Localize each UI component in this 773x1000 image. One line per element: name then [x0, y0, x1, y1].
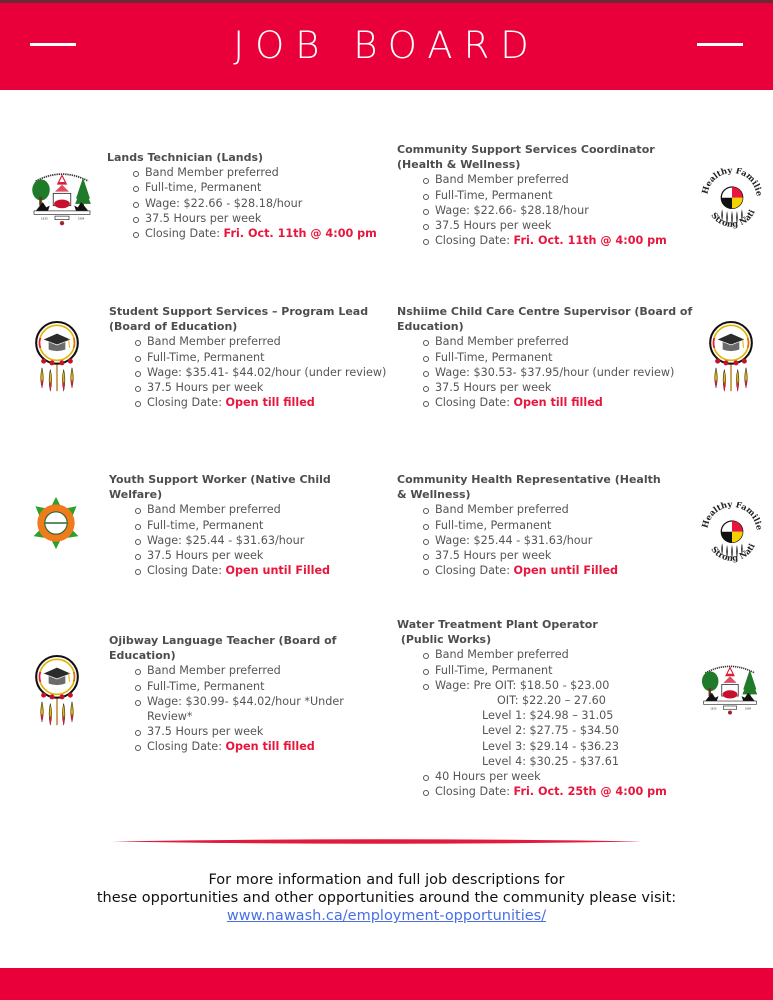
- job-detail: Wage: $25.44 - $31.63/hour: [421, 533, 667, 548]
- closing-date: Closing Date: Open till filled: [133, 739, 379, 754]
- job-listing-student-support-program-lead: [109, 304, 394, 410]
- job-detail: Full-Time, Permanent: [421, 663, 687, 678]
- job-detail: Full-Time, Permanent: [133, 679, 379, 694]
- footer-line-2: these opportunities and other opportunities around the community please visit:: [96, 890, 677, 906]
- footer-banner: [0, 968, 773, 1000]
- closing-date: Closing Date: Open till filled: [133, 395, 394, 410]
- wage-level: OIT: $22.20 – 27.60: [497, 694, 606, 708]
- closing-date-value: Fri. Oct. 11th @ 4:00 pm: [223, 227, 377, 241]
- board-of-education-dreamcatcher-icon: [32, 318, 82, 396]
- job-detail: Wage: $25.44 - $31.63/hour: [133, 533, 389, 548]
- job-detail: 37.5 Hours per week: [133, 548, 389, 563]
- job-detail: 37.5 Hours per week: [421, 380, 697, 395]
- header-banner: [0, 0, 773, 90]
- job-title: Student Support Services – Program Lead (Board of Education): [109, 305, 369, 334]
- closing-date: Closing Date: Fri. Oct. 11th @ 4:00 pm: [421, 233, 697, 248]
- job-detail: 37.5 Hours per week: [421, 548, 667, 563]
- job-detail: 37.5 Hours per week: [131, 211, 387, 226]
- job-detail-continued: Review*: [147, 710, 193, 724]
- chippewas-of-nawash-crest-icon: [27, 165, 97, 227]
- job-detail: Band Member preferred: [133, 502, 389, 517]
- page-title: JOB BOARD: [233, 24, 540, 67]
- healthy-families-strong-nations-icon: [699, 168, 765, 234]
- job-detail: 37.5 Hours per week: [133, 380, 394, 395]
- job-title: Water Treatment Plant Operator (Public Works): [397, 618, 598, 647]
- job-detail: 37.5 Hours per week: [421, 218, 697, 233]
- svg-text:Strong Nations: Strong Nati: [709, 541, 757, 563]
- closing-date: Closing Date: Open until Filled: [421, 563, 667, 578]
- closing-date-value: Open until Filled: [225, 564, 331, 578]
- closing-date: Closing Date: Fri. Oct. 11th @ 4:00 pm: [131, 226, 387, 241]
- wage-level: Level 3: $29.14 - $36.23: [482, 739, 619, 753]
- job-detail: Wage: $22.66- $28.18/hour: [421, 203, 697, 218]
- closing-date: Closing Date: Fri. Oct. 25th @ 4:00 pm: [421, 784, 687, 799]
- job-detail: Wage: Pre OIT: $18.50 - $23.00: [421, 678, 687, 693]
- wage-level: Level 1: $24.98 – 31.05: [482, 709, 614, 723]
- job-details-list: [421, 334, 697, 410]
- job-details-list: [133, 663, 379, 754]
- top-photo-strip: [0, 0, 773, 3]
- wage-level: Level 2: $27.75 - $34.50: [482, 724, 619, 738]
- job-detail: Full-time, Permanent: [421, 518, 667, 533]
- closing-date-value: Open till filled: [513, 396, 603, 410]
- job-detail: 37.5 Hours per week: [133, 724, 379, 739]
- job-listing-lands-technician: [107, 150, 387, 241]
- job-detail: Wage: $30.99- $44.02/hour *Under: [133, 694, 379, 709]
- job-listing-community-support-coordinator: [397, 142, 697, 248]
- job-detail: Band Member preferred: [421, 172, 697, 187]
- employment-opportunities-link[interactable]: www.nawash.ca/employment-opportunities/: [226, 908, 547, 924]
- job-detail: Full-Time, Permanent: [421, 188, 697, 203]
- closing-date-value: Open till filled: [225, 740, 315, 754]
- job-detail: Full-Time, Permanent: [421, 350, 697, 365]
- job-detail: Wage: $22.66 - $28.18/hour: [131, 196, 387, 211]
- closing-date-value: Open until Filled: [513, 564, 619, 578]
- job-title: Community Health Representative (Health & Wellness): [397, 473, 661, 502]
- job-title: Ojibway Language Teacher (Board of Education): [109, 634, 337, 663]
- wage-level: Level 4: $30.25 - $37.61: [482, 754, 619, 768]
- closing-date-value: Fri. Oct. 25th @ 4:00 pm: [513, 785, 667, 799]
- job-details-list: [131, 165, 387, 241]
- job-detail: Band Member preferred: [421, 502, 667, 517]
- job-title: Youth Support Worker (Native Child Welfare): [109, 473, 331, 502]
- job-details-list: [421, 172, 697, 248]
- footer-line-1: For more information and full job descriptions for: [208, 872, 565, 888]
- job-details-list: [421, 502, 667, 578]
- job-detail: Full-Time, Permanent: [133, 350, 394, 365]
- board-of-education-dreamcatcher-icon: [706, 318, 756, 396]
- closing-date-value: Open till filled: [225, 396, 315, 410]
- job-title: Lands Technician (Lands): [107, 151, 264, 164]
- healthy-families-strong-nations-icon: [699, 502, 765, 568]
- svg-text:Healthy Families: Healthy Familie: [699, 502, 765, 531]
- job-details-list: [133, 334, 394, 410]
- job-detail: Band Member preferred: [421, 647, 687, 662]
- job-detail: Band Member preferred: [421, 334, 697, 349]
- job-detail: Band Member preferred: [131, 165, 387, 180]
- job-detail: Full-time, Permanent: [131, 180, 387, 195]
- job-listing-community-health-representative: [397, 472, 667, 578]
- closing-date-value: Fri. Oct. 11th @ 4:00 pm: [513, 234, 667, 248]
- job-detail: Band Member preferred: [133, 334, 394, 349]
- turtle-icon: [28, 495, 84, 551]
- job-details-list: [133, 502, 389, 578]
- job-detail: Full-time, Permanent: [133, 518, 389, 533]
- job-listing-ojibway-language-teacher: [109, 633, 379, 755]
- job-detail: 40 Hours per week: [421, 769, 687, 784]
- board-of-education-dreamcatcher-icon: [32, 652, 82, 730]
- red-divider: [112, 838, 642, 845]
- job-detail: Wage: $35.41- $44.02/hour (under review): [133, 365, 394, 380]
- closing-date: Closing Date: Open till filled: [421, 395, 697, 410]
- svg-text:Strong Nations: Strong Nati: [709, 207, 757, 229]
- job-detail: Wage: $30.53- $37.95/hour (under review): [421, 365, 697, 380]
- job-details-list: [421, 647, 687, 799]
- footer-info: [0, 871, 773, 925]
- chippewas-of-nawash-crest-icon: [697, 657, 763, 717]
- job-title: Community Support Services Coordinator (Health & Wellness): [397, 143, 655, 172]
- job-listing-youth-support-worker: [109, 472, 389, 578]
- job-listing-nshiime-child-care-supervisor: [397, 304, 697, 410]
- svg-text:Healthy Families: Healthy Familie: [699, 168, 765, 197]
- job-listing-water-treatment-plant-operator: [397, 617, 687, 799]
- header-dash-right: [697, 43, 743, 46]
- job-detail: Band Member preferred: [133, 663, 379, 678]
- closing-date: Closing Date: Open until Filled: [133, 563, 389, 578]
- job-title: Nshiime Child Care Centre Supervisor (Board of Education): [397, 305, 693, 334]
